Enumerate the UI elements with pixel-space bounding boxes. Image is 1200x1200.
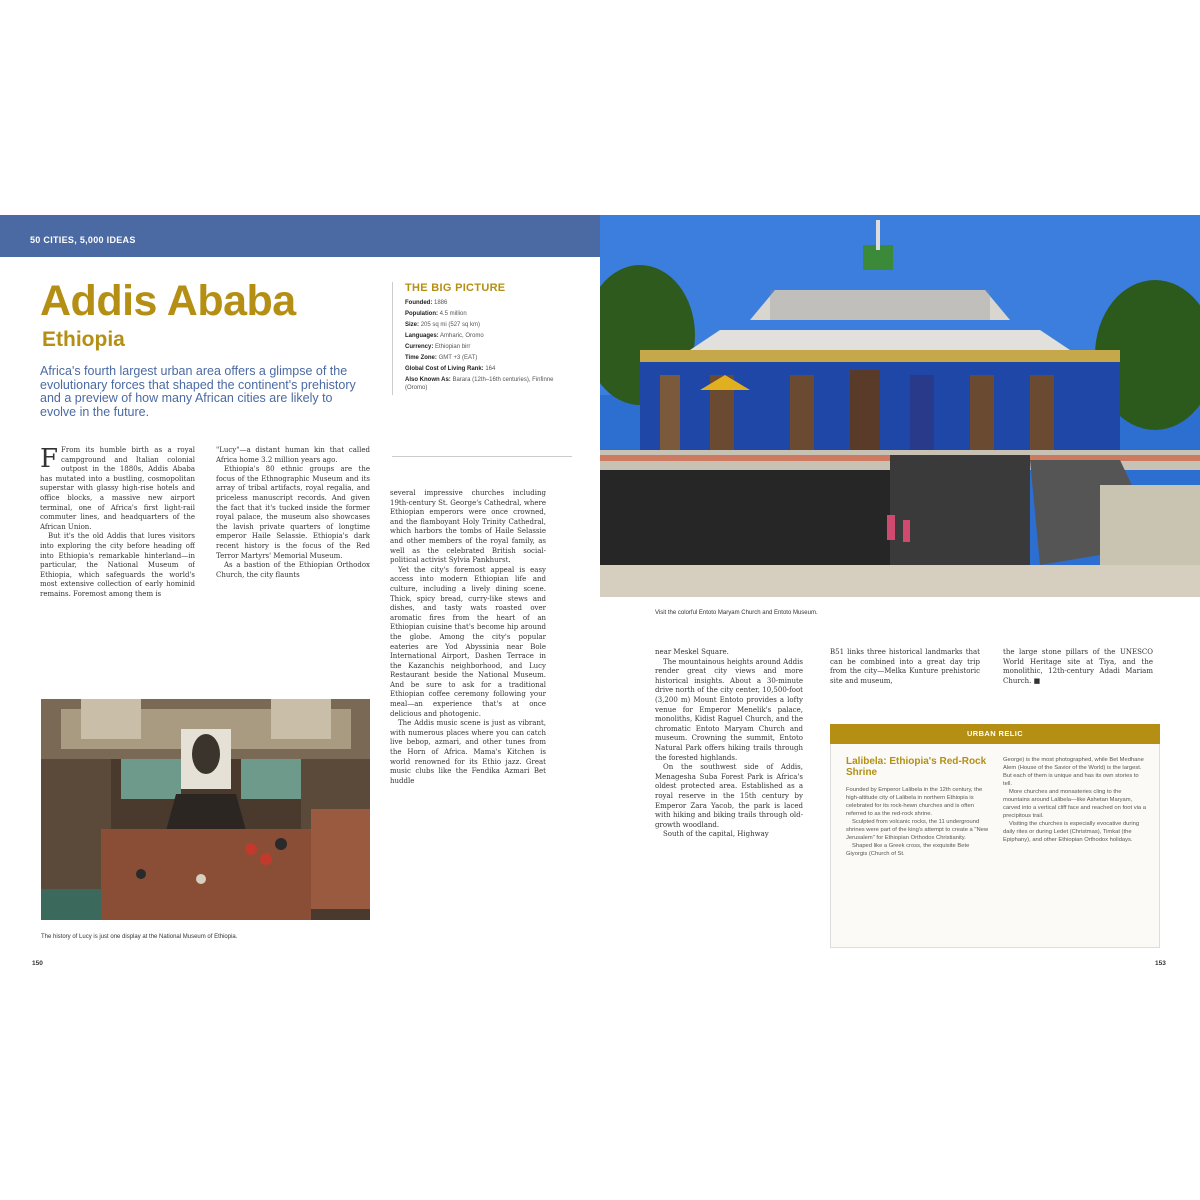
drop-cap: F — [40, 446, 59, 474]
body-column-2 — [216, 446, 370, 686]
fact-item: Also Known As: Barara (12th–16th centuries), Finfinne (Oromo) — [405, 377, 554, 391]
body-paragraph: But it's the old Addis that lures visitors into exploring the city before heading off into Ethiopia's remarkable hinterland—in particular, the National Museum of Ethiopia, which safeguards the world's most extensive collection of early hominid remains. Foremost among them is — [40, 532, 195, 598]
sidebar-paragraph: Sculpted from volcanic rocks, the 11 underground shrines were part of the king's attempt to create a "New Jerusalem" for Ethiopian Orthodox Christianity. — [846, 819, 989, 841]
body-paragraph: South of the capital, Highway — [663, 830, 769, 839]
body-paragraph: several impressive churches including 19th-century St. George's Cathedral, where Ethiopian emperors were once crowned, and the flamboyant Holy Trinity Cathedral, which harbors the tombs of Haile Selassie and other members of the royal family, as well as the celebrated British social-political activist Sylvia Pankhurst. — [390, 489, 546, 565]
intro-paragraph: Africa's fourth largest urban area offers a glimpse of the evolutionary forces that shaped the continent's prehistory and a preview of how many African cities are likely to evolve in the future. — [40, 364, 356, 419]
body-paragraph: Yet the city's foremost appeal is easy access into modern Ethiopian life and culture, including a lively dining scene. Thick, spicy bread, curry-like stews and dishes, and tasty wats roasted over aromatic fires from the heart of an Ethiopian cuisine that's become hip around the globe. Among the city's popular eateries are Yod Abyssinia near Bole International Airport, Dashen Terrace in the Kazanchis neighborhood, and Lucy Restaurant beside the National Museum. And be sure to ask for a traditional Ethiopian coffee ceremony following your meal—an experience that's at once delicious and photogenic. — [390, 565, 546, 718]
body-paragraph: As a bastion of the Ethiopian Orthodox Church, the city flaunts — [216, 561, 370, 579]
sidebar-header: URBAN RELIC — [830, 724, 1160, 744]
church-caption: Visit the colorful Entoto Maryam Church and Entoto Museum. — [655, 610, 818, 616]
museum-interior-image — [41, 699, 370, 920]
fact-item: Global Cost of Living Rank: 164 — [405, 366, 496, 372]
sidebar-paragraph: Visiting the churches is especially evocative during daily rites or during Ledet (Christmas), Timkat (the Epiphany), and other Ethiopian Orthodox holidays. — [1003, 821, 1140, 843]
fact-item: Currency: Ethiopian birr — [405, 344, 471, 350]
body-paragraph: F From its humble birth as a royal campground and Italian colonial outpost in the 1880s, Addis Ababa has mutated into a bustling, cosmopolitan superstar with glassy high-rise hotels and office blocks, a massive new airport terminal, one of Africa's first light-rail commuter lines, and headquarters of the African Union. — [40, 446, 195, 531]
sidebar-paragraph: More churches and monasteries cling to the mountains around Lalibela—like Ashetan Maryam, carved into a vertical cliff face and reached on foot via a precipitous trail. — [1003, 789, 1146, 819]
museum-caption: The history of Lucy is just one display at the National Museum of Ethiopia. — [41, 934, 238, 940]
big-picture-box — [392, 282, 575, 395]
body-paragraph: near Meskel Square. — [655, 648, 729, 656]
entoto-church-image — [600, 215, 1200, 597]
big-picture-title: THE BIG PICTURE — [405, 282, 506, 294]
fact-item: Population: 4.5 million — [405, 311, 467, 317]
page-subtitle: Ethiopia — [42, 328, 125, 351]
series-label: 50 CITIES, 5,000 IDEAS — [30, 235, 136, 245]
body-column-1 — [40, 446, 195, 686]
sidebar-column-2 — [1003, 756, 1148, 936]
page-number-left: 150 — [32, 960, 43, 967]
museum-photo — [41, 699, 370, 920]
sidebar-paragraph: Founded by Emperor Lalibela in the 12th century, the high-altitude city of Lalibela in northern Ethiopia is celebrated for its rock-hewn churches and is often referred to as the red-rock shrine. — [846, 787, 983, 817]
big-picture-divider — [392, 456, 572, 457]
church-photo — [600, 215, 1200, 597]
body-column-5 — [830, 648, 980, 708]
fact-item: Languages: Amharic, Oromo — [405, 333, 484, 339]
body-paragraph: The Addis music scene is just as vibrant, with numerous places where you can catch live bebop, azmari, and other tunes from the Horn of Africa. Mama's Kitchen is world renowned for its Ethio jazz. Great music clubs like the Fendika Azmari Bet huddle — [390, 719, 546, 785]
body-paragraph: The mountainous heights around Addis render great city views and more historical insights. About a 30-minute drive north of the city center, 10,500-foot (3,200 m) Mount Entoto provides a lofty venue for Emperor Menelik's palace, monoliths, Kidist Raguel Church, and the chromatic Entoto Maryam Church and museum. Crowning the summit, Entoto Natural Park offers hiking trails through the forested highlands. — [655, 657, 803, 762]
body-column-3 — [390, 489, 546, 949]
body-paragraph: B51 links three historical landmarks that can be combined into a great day trip from the city—Melka Kunture prehistoric site and museum, — [830, 648, 980, 685]
fact-item: Founded: 1886 — [405, 300, 448, 306]
body-column-4 — [655, 648, 803, 948]
sidebar-paragraph: George) is the most photographed, while Bet Medhane Alem (House of the Savior of the World) is the largest. But each of them is unique and has its own stories to tell. — [1003, 757, 1144, 787]
sidebar-paragraph: Shaped like a Greek cross, the exquisite Bete Giyorgis (Church of St. — [846, 843, 970, 857]
body-paragraph: "Lucy"—a distant human kin that called Africa home 3.2 million years ago. — [216, 446, 370, 464]
page-number-right: 153 — [1155, 960, 1166, 967]
sidebar-title: Lalibela: Ethiopia's Red-Rock Shrine — [846, 756, 987, 778]
body-paragraph: Ethiopia's 80 ethnic groups are the focus of the Ethnographic Museum and its array of tribal artifacts, royal regalia, and priceless manuscript records. And given the fact that it's tucked inside the former royal palace, the museum also showcases the lavish private quarters of longtime emperor Haile Selassie. Ethiopia's dark recent history is the focus of the Red Terror Martyrs' Memorial Museum. — [216, 465, 370, 560]
body-paragraph: the large stone pillars of the UNESCO World Heritage site at Tiya, and the monolithic, 12th-century Adadi Mariam Church. ■ — [1003, 648, 1153, 685]
body-paragraph: On the southwest side of Addis, Menagesha Suba Forest Park is Africa's oldest protected area. Established as a royal reserve in the 15th century by Emperor Zara Yacob, the park is laced with hiking and biking trails through old-growth woodland. — [655, 763, 803, 829]
fact-item: Size: 205 sq mi (527 sq km) — [405, 322, 481, 328]
body-column-6 — [1003, 648, 1153, 708]
sidebar-column-1 — [846, 786, 991, 936]
fact-item: Time Zone: GMT +3 (EAT) — [405, 355, 478, 361]
page-title: Addis Ababa — [40, 277, 296, 325]
